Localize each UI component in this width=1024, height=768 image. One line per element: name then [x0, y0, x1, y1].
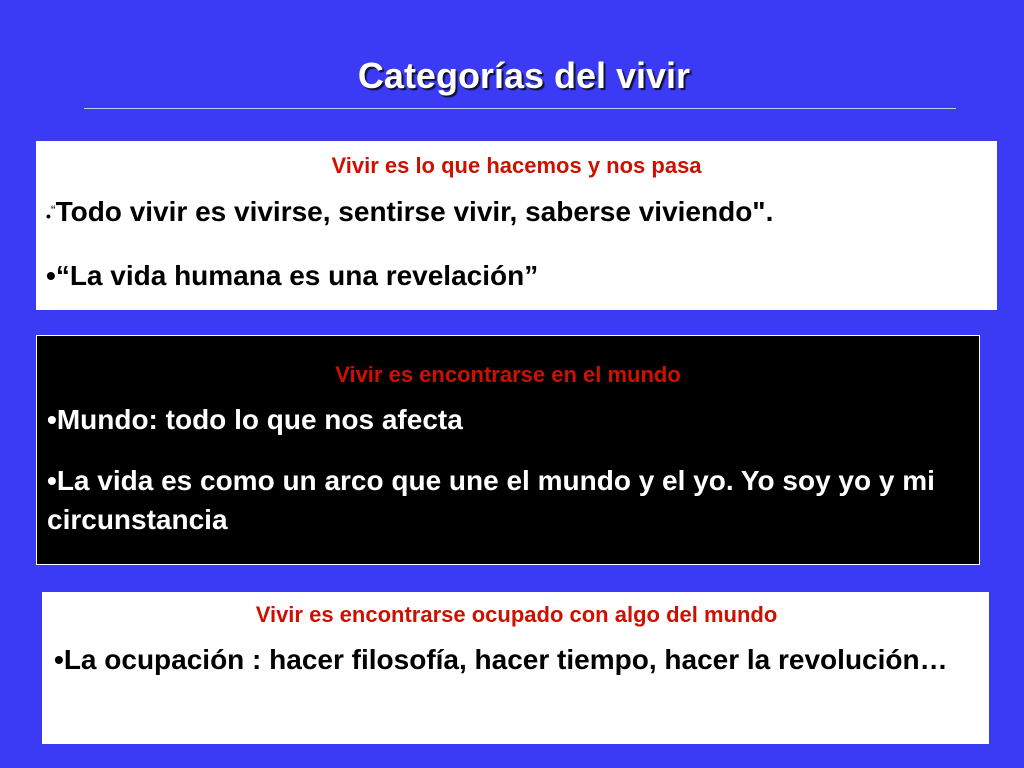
box-heading: Vivir es lo que hacemos y nos pasa [331, 153, 702, 178]
box-heading: Vivir es encontrarse en el mundo [335, 362, 681, 387]
concept-box-ocupado-mundo [42, 592, 989, 744]
bullet-item [47, 400, 969, 439]
title-divider [84, 108, 956, 109]
bullet-dot: • [47, 465, 57, 496]
bullet-text: Mundo: todo lo que nos afecta [56, 404, 463, 435]
box-heading: Vivir es encontrarse ocupado con algo del mundo [255, 602, 778, 627]
bullet-text: La vida es como un arco que une el mundo y el yo. Yo soy yo y mi circunstancia [47, 465, 935, 535]
bullet-item [46, 256, 987, 295]
bullet-item [46, 191, 987, 236]
bullet-text: Todo vivir es vivirse, sentirse vivir, saberse viviendo". [55, 196, 774, 227]
bullet-item [54, 640, 979, 679]
bullet-dot: • [46, 260, 56, 291]
bullet-text: “La vida humana es una revelación” [55, 260, 539, 291]
bullet-dot: • [47, 404, 57, 435]
concept-box-encontrarse-mundo [36, 335, 980, 565]
bullet-item [47, 461, 969, 539]
concept-box-vivir-hacemos [36, 141, 997, 310]
bullet-dot: • [46, 208, 51, 224]
slide-title: Categorías del vivir [357, 55, 691, 96]
bullet-dot: • [54, 644, 64, 675]
open-quote: “ [50, 202, 56, 218]
bullet-text: La ocupación : hacer filosofía, hacer tiempo, hacer la revolución… [63, 644, 948, 675]
